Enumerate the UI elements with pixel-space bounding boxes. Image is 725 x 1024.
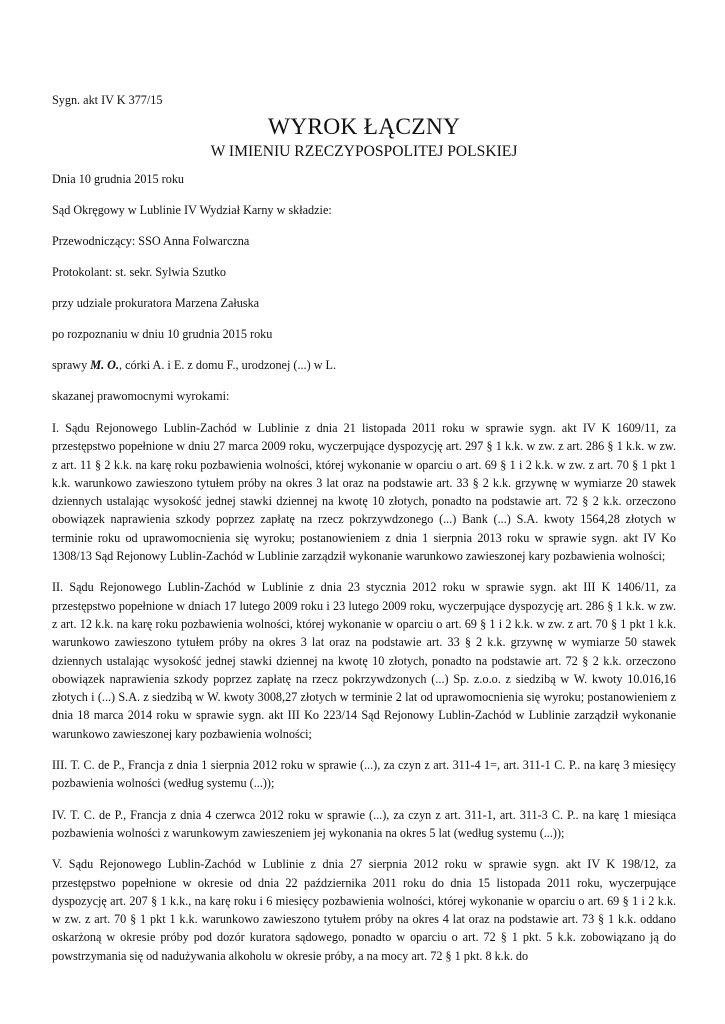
defendant-name: M. O. (90, 358, 120, 372)
conviction-paragraph-3: III. T. C. de P., Francja z dnia 1 sierpnia 2012 roku w sprawie (...), za czyn z art. 311-4 1=, art. 311-1 C. P.. na karę 3 miesięcy pozbawienia wolności (według systemu (...)); (52, 758, 676, 791)
document-subtitle: W IMIENIU RZECZYPOSPOLITEJ POLSKIEJ (210, 143, 518, 160)
conviction-paragraph-1: I. Sądu Rejonowego Lublin-Zachód w Lublinie z dnia 21 listopada 2011 roku w sprawie sygn. akt IV K 1609/11, za przestępstwo popełnione w dniu 27 marca 2009 roku, wyczerpujące dyspozycję art. 297 § 1 k.k. w zw. z art. 286 § 1 k.k. w zw. z art. 11 § 2 k.k. na karę roku pozbawienia wolności, której wykonanie w oparciu o art. 69 § 1 i 2 k.k. w zw. z art. 70 § 1 pkt 1 k.k. warunkowo zawieszono tytułem próby na okres 3 lat oraz na podstawie art. 33 § 2 k.k. grzywnę w wymiarze 20 stawek dziennych ustalając wysokość jednej stawki dziennej na kwotę 10 złotych, ponadto na podstawie art. 72 § 2 k.k. orzeczono obowiązek naprawienia szkody poprzez zapłatę na rzecz pokrzywdzonego (...) Bank (...) S.A. kwoty 1564,28 złotych w terminie roku od uprawomocnienia się wyroku; postanowieniem z dnia 1 sierpnia 2013 roku w sprawie sygn. akt IV Ko 1308/13 Sąd Rejonowy Lublin-Zachód w Lublinie zarządził wykonanie warunkowo zawieszonej kary pozbawienia wolności; (52, 421, 676, 564)
conviction-paragraph-4: IV. T. C. de P., Francja z dnia 4 czerwca 2012 roku w sprawie (...), za czyn z art. 311-1, art. 311-3 C. P.. na karę 1 miesiąca pozbawienia wolności z warunkowym zawieszeniem jej wykonania na okres 5 lat (według systemu (...)); (52, 807, 676, 840)
case-number: Sygn. akt IV K 377/15 (52, 93, 163, 107)
case-parties (52, 357, 676, 373)
conviction-paragraph-2: II. Sądu Rejonowego Lublin-Zachód w Lublinie z dnia 23 stycznia 2012 roku w sprawie sygn. akt III K 1406/11, za przestępstwo popełnione w dniach 17 lutego 2009 roku i 23 lutego 2009 roku, wyczerpujące dyspozycję art. 286 § 1 k.k. w zw. z art. 12 k.k. na karę roku pozbawienia wolności, której wykonanie w oparciu o art. 69 § 1 i 2 k.k. w zw. z art. 70 § 1 pkt 1 k.k. warunkowo zawieszono tytułem próby na okres 3 lat oraz na podstawie art. 33 § 2 k.k. grzywnę w wymiarze 50 stawek dziennych ustalając wysokość jednej stawki dziennej na kwotę 10 złotych, ponadto na podstawie art. 72 § 2 k.k. orzeczono obowiązek naprawienia szkody poprzez zapłatę na rzecz pokrzywdzonych (...) Sp. z.o.o. z siedzibą w W. kwoty 10.016,16 złotych i (...) S.A. z siedzibą w W. kwoty 3008,27 złotych w terminie 2 lat od uprawomocnienia się wyroku; postanowieniem z dnia 18 marca 2014 roku w sprawie sygn. akt III Ko 223/14 Sąd Rejonowy Lublin-Zachód w Lublinie zarządził wykonanie warunkowo zawieszonej kary pozbawienia wolności; (52, 580, 676, 741)
court-name: Sąd Okręgowy w Lublinie IV Wydział Karny w składzie: (52, 203, 332, 217)
defendant-details: , córki A. i E. z domu F., urodzonej (...) w L. (119, 358, 337, 372)
court-clerk: Protokolant: st. sekr. Sylwia Szutko (52, 265, 227, 279)
presiding-judge: Przewodniczący: SSO Anna Folwarczna (52, 234, 250, 248)
case-prefix: sprawy (52, 358, 91, 372)
hearing-date: po rozpoznaniu w dniu 10 grudnia 2015 roku (52, 327, 273, 341)
judgment-date: Dnia 10 grudnia 2015 roku (52, 172, 185, 186)
document-title: WYROK ŁĄCZNY (267, 114, 461, 140)
prosecutor: przy udziale prokuratora Marzena Załuska (52, 296, 260, 310)
document-page (52, 92, 676, 965)
convictions-intro: skazanej prawomocnymi wyrokami: (52, 389, 230, 403)
conviction-paragraph-5: V. Sądu Rejonowego Lublin-Zachód w Lublinie z dnia 27 sierpnia 2012 roku w sprawie sygn. akt IV K 198/12, za przestępstwo popełnione w okresie od dnia 22 października 2011 roku do dnia 15 listopada 2011 roku, wyczerpujące dyspozycję art. 207 § 1 k.k., na karę roku i 6 miesięcy pozbawienia wolności, której wykonanie w oparciu o art. 69 § 1 i 2 k.k. w zw. z art. 70 § 1 pkt 1 k.k. warunkowo zawieszono tytułem próby na okres 4 lat oraz na podstawie art. 73 § 1 k.k. oddano oskarżoną w okresie próby pod dozór kuratora sądowego, ponadto w oparciu o art. 72 § 1 pkt. 5 k.k. zobowiązano ją do powstrzymania się od nadużywania alkoholu w okresie próby, a na mocy art. 72 § 1 pkt. 8 k.k. do (52, 857, 676, 963)
